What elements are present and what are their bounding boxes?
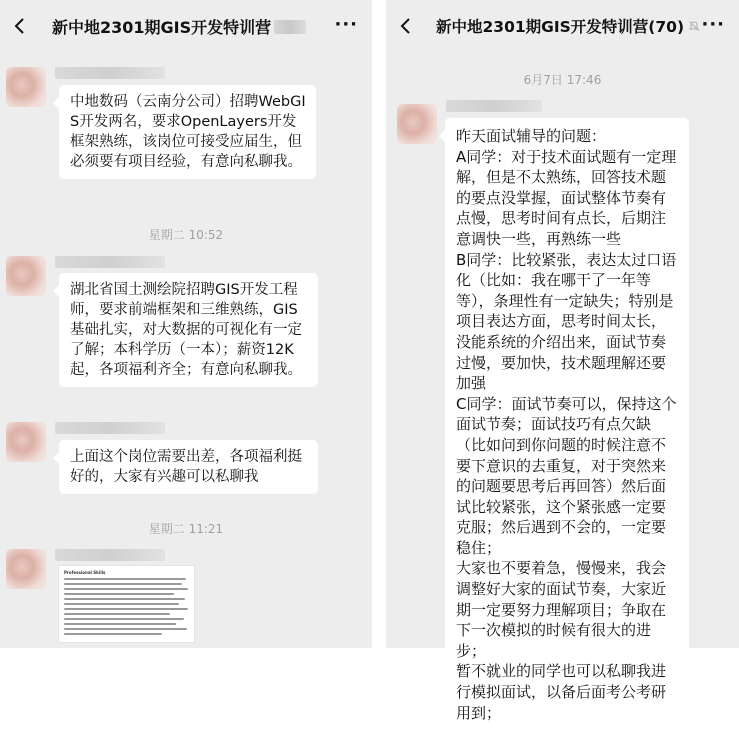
attachment-text-line xyxy=(64,603,179,605)
right-chat-header xyxy=(386,0,739,52)
left-chat-header xyxy=(0,0,372,52)
more-dots-icon[interactable]: ··· xyxy=(334,14,358,35)
blurred-sender-name xyxy=(55,67,165,79)
chat-title xyxy=(52,15,306,38)
message-timestamp: 6月7日 17:46 xyxy=(523,73,602,87)
attachment-text-line xyxy=(64,633,162,635)
sender-avatar[interactable] xyxy=(6,67,46,107)
message-bubble[interactable]: 昨天面试辅导的问题： A同学：对于技术面试题有一定理解，但是不太熟练，回答技术题的要点没掌握，面试整体节奏有点慢，思考时间有点长，后期注意调快一些，再熟练一些 B同学：比较紧张，表达太过口语化（比如：我在哪干了一年等等），条理性有一定缺失；特别是项目表达方面，思考时间太长，没能系统的介绍出来，面试节奏过慢，要加快，技术题理解还要加强 C同学：面试节奏可以，保持这个面试节奏；面试技巧有点欠缺（比如问到你问题的时候注意不要下意识的去重复，对于突然来的问题要思考后再回答）然后面试比较紧张，这个紧张感一定要克服；然后遇到不会的，一定要稳住； 大家也不要着急，慢慢来，我会调整好大家的面试节奏，大家近期一定要努力理解项目；争取在下一次模拟的时候有很大的进步； 暂不就业的同学也可以私聊我进行模拟面试，以备后面考公考研用到； xyxy=(445,118,689,731)
attachment-text-line xyxy=(64,588,188,590)
message-bubble[interactable]: 上面这个岗位需要出差，各项福利挺好的，大家有兴趣可以私聊我 xyxy=(59,440,318,494)
resume-image-attachment[interactable] xyxy=(58,565,195,643)
message-timestamp: 星期二 11:21 xyxy=(148,522,224,536)
attachment-text-line xyxy=(64,608,188,610)
more-dots-icon[interactable]: ··· xyxy=(701,14,725,35)
chat-title-text: 新中地2301期GIS开发特训营(70) xyxy=(436,18,685,36)
attachment-text-line xyxy=(64,583,182,585)
sender-avatar[interactable] xyxy=(6,422,46,462)
attachment-text-line xyxy=(64,598,185,600)
attachment-text-line xyxy=(64,628,187,630)
attachment-text-line xyxy=(64,618,184,620)
blurred-sender-name xyxy=(55,256,165,268)
attachment-text-line xyxy=(64,623,176,625)
blurred-member-count xyxy=(274,20,306,34)
blurred-sender-name xyxy=(55,549,165,561)
chat-title xyxy=(436,15,700,37)
attachment-text-line xyxy=(64,593,174,595)
blurred-sender-name xyxy=(446,100,542,112)
blurred-sender-name xyxy=(55,422,165,434)
message-bubble[interactable]: 湖北省国土测绘院招聘GIS开发工程师，要求前端框架和三维熟练，GIS基础扎实，对大数据的可视化有一定了解；本科学历（一本）；薪资12K起，各项福利齐全；有意向私聊我。 xyxy=(59,273,318,387)
chevron-left-icon[interactable] xyxy=(10,16,30,36)
attachment-text-line xyxy=(64,578,186,580)
message-bubble[interactable]: 中地数码（云南分公司）招聘WebGIS开发两名，要求OpenLayers开发框架熟练，该岗位可接受应届生，但必须要有项目经验，有意向私聊我。 xyxy=(59,85,316,179)
sender-avatar[interactable] xyxy=(6,256,46,296)
sender-avatar[interactable] xyxy=(397,104,437,144)
chevron-left-icon[interactable] xyxy=(396,16,416,36)
sender-avatar[interactable] xyxy=(6,549,46,589)
attachment-text-line xyxy=(64,613,170,615)
attachment-header: Professional Skills xyxy=(64,570,106,575)
message-timestamp: 星期二 10:52 xyxy=(148,228,224,242)
chat-title-text: 新中地2301期GIS开发特训营 xyxy=(52,18,272,37)
left-chat-screen xyxy=(0,0,372,648)
mute-bell-icon xyxy=(688,20,700,32)
right-chat-screen xyxy=(386,0,739,722)
